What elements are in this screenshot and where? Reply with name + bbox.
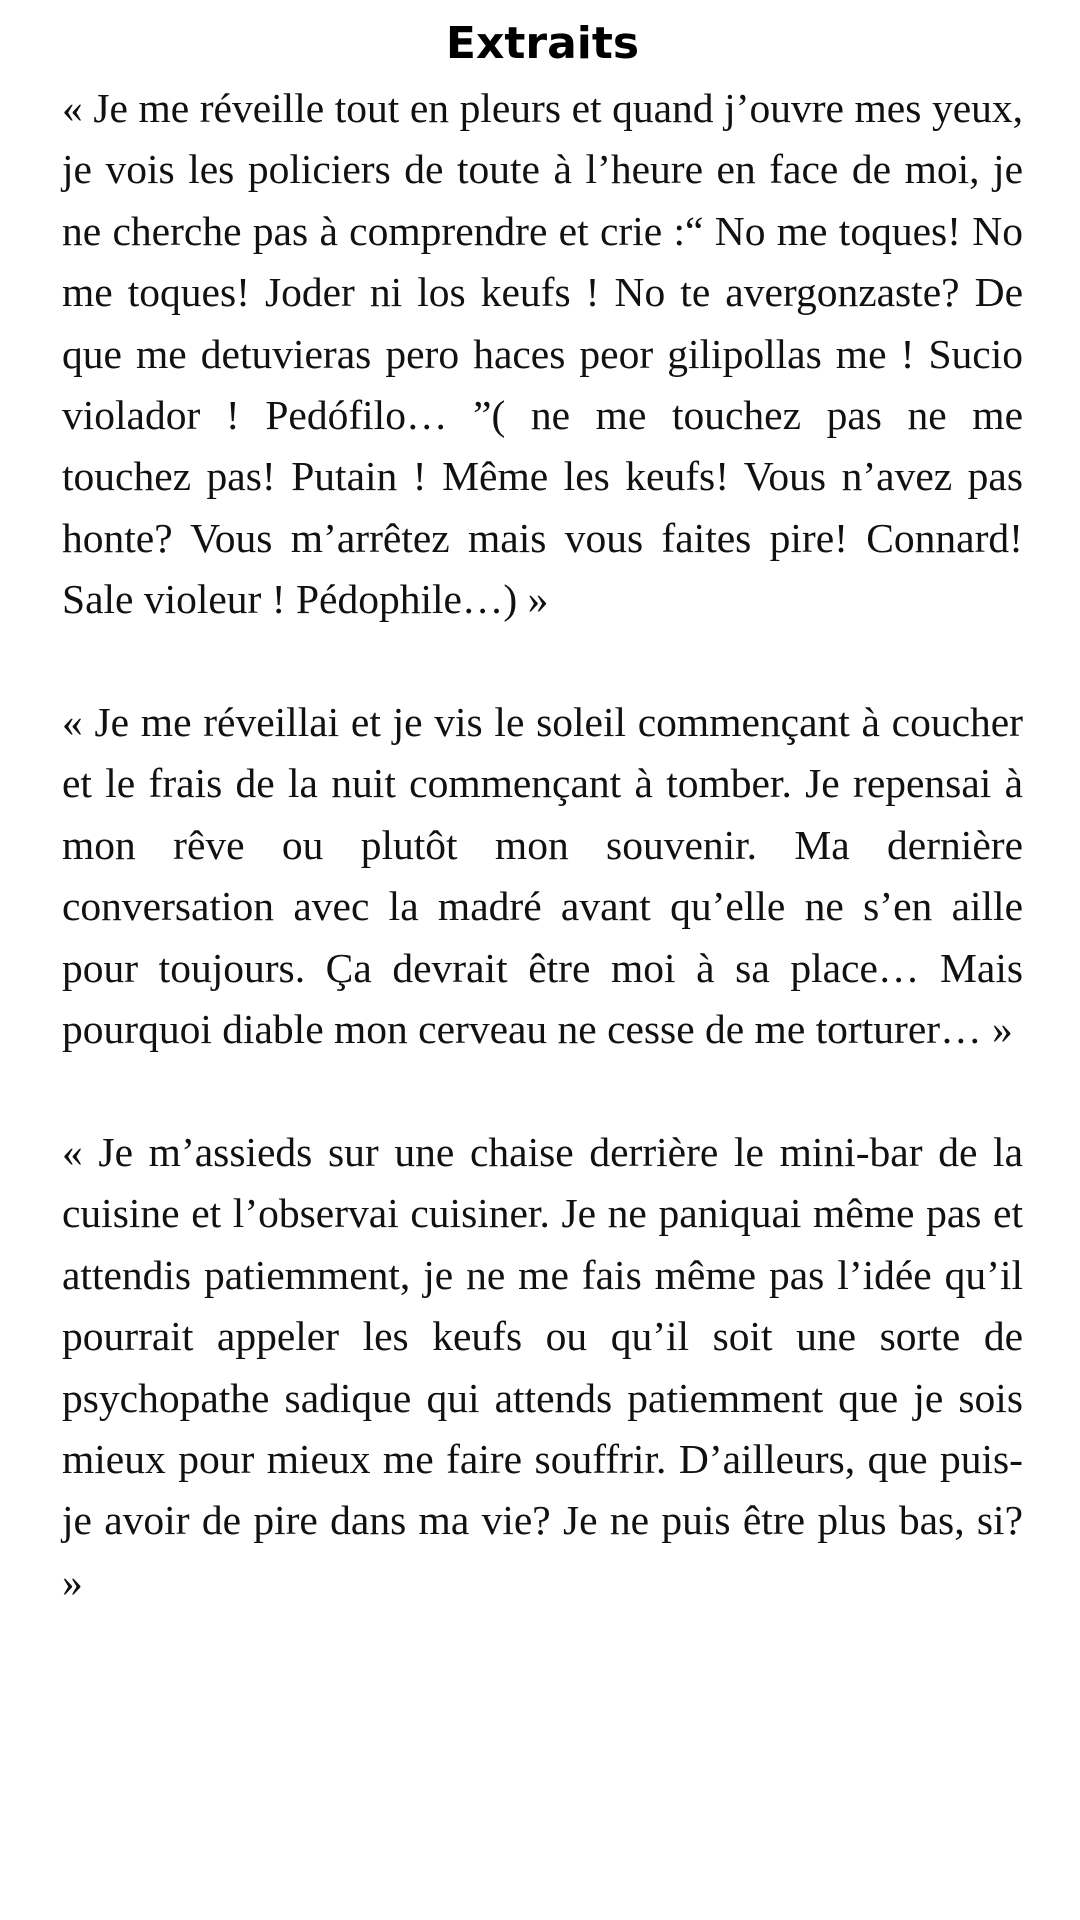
excerpt-paragraph-3: « Je m’assieds sur une chaise derrière le mini-bar de la cuisine et l’observai cuisiner. Je ne paniquai même pas et attendis patiemment, je ne me fais même pas l’idée qu’il pourrait appeler les keufs ou qu’il soit une sorte de psychopathe sadique qui attends patiemment que je sois mieux pour mieux me faire souffrir. D’ailleurs, que puis-je avoir de pire dans ma vie? Je ne puis être plus bas, si? » [62,1128,1023,1605]
excerpt-paragraph-2: « Je me réveillai et je vis le soleil commençant à coucher et le frais de la nuit commençant à tomber. Je repensai à mon rêve ou plutôt mon souvenir. Ma dernière conversation avec la madré avant qu’elle ne s’en aille pour toujours. Ça devrait être moi à sa place… Mais pourquoi diable mon cerveau ne cesse de me torturer… » [62,699,1023,1053]
excerpt-paragraph-1: « Je me réveille tout en pleurs et quand j’ouvre mes yeux, je vois les policiers de toute à l’heure en face de moi, je ne cherche pas à comprendre et crie :“ No me toques! No me toques! Joder ni los keufs ! No te avergonzaste? De que me detuvieras pero haces peor gilipollas me ! Sucio violador ! Pedófilo… ”( ne me touchez pas ne me touchez pas! Putain ! Même les keufs! Vous n’avez pas honte? Vous m’arrêtez mais vous faites pire! Connard! Sale violeur ! Pédophile…) » [62,85,1023,623]
page-title: Extraits [445,18,640,69]
